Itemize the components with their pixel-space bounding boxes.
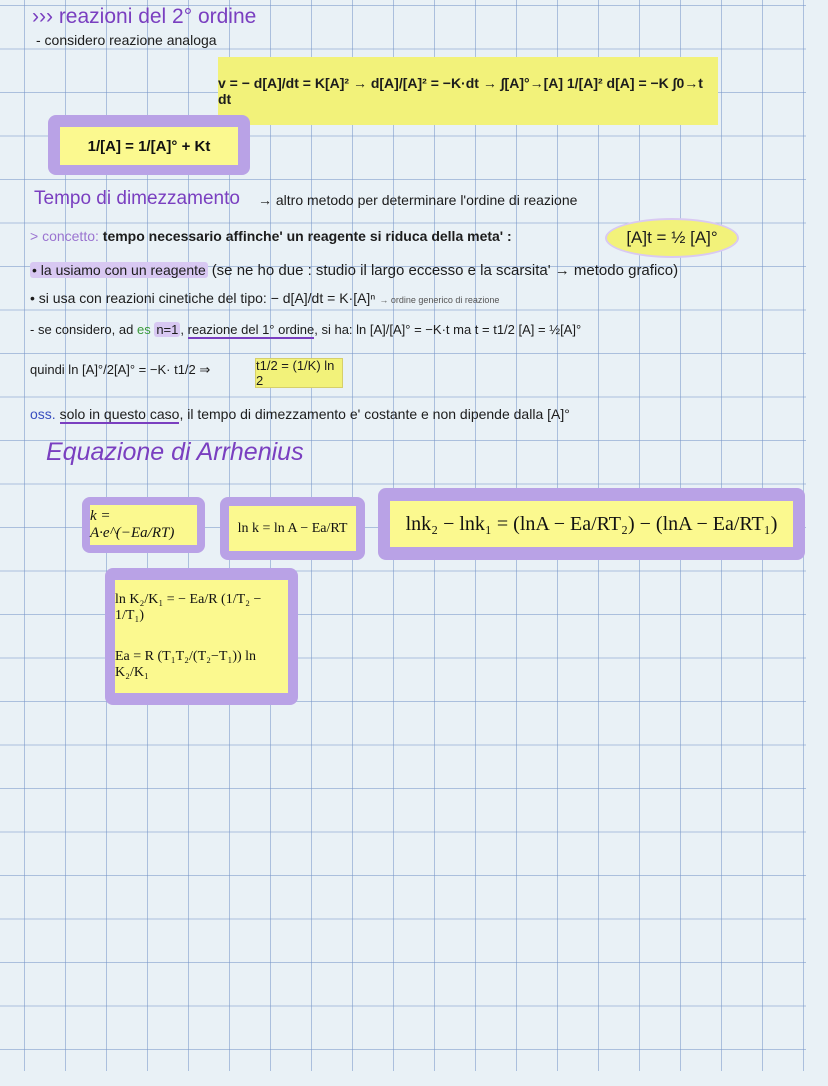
concept-formula-ellipse: [605, 218, 739, 258]
line3-start: - se considero, ad: [30, 322, 134, 337]
integrated-law-box: [48, 115, 250, 175]
oss-label: oss.: [30, 406, 56, 422]
integrated-law: 1/[A] = 1/[A]° + Kt: [60, 127, 238, 165]
bullet2: • si usa con reazioni cinetiche del tipo: − d[A]/dt = K·[A]ⁿ: [30, 290, 376, 306]
oss-text: , il tempo di dimezzamento e' costante e non dipende dalla [A]°: [179, 406, 570, 422]
formula45-inner: [115, 580, 288, 693]
subtitle: - considero reazione analoga: [36, 32, 217, 48]
concept-text: tempo necessario affinche' un reagente si riduca della meta' :: [102, 228, 512, 244]
formula1: k = A·e^(−Ea/RT): [90, 505, 197, 545]
concept-formula: [A]t = ½ [A]°: [626, 228, 718, 247]
formula1-box: [82, 497, 205, 553]
bullet2-note: → ordine generico di reazione: [379, 295, 500, 305]
concept-label: > concetto:: [30, 228, 99, 244]
formula3: lnk₂ − lnk₁ = (lnA − Ea/RT₂) − (lnA − Ea/RT₁): [390, 501, 793, 547]
bullet1-marked: • la usiamo con un reagente: [32, 262, 206, 278]
oss-underlined: solo in questo caso: [59, 406, 180, 422]
formula2: ln k = ln A − Ea/RT: [229, 506, 356, 551]
formula5: Ea = R (T₁T₂/(T₂−T₁)) ln K₂/K₁: [115, 648, 257, 680]
formula45-box: [105, 568, 298, 705]
rate-equation-box: [218, 57, 718, 125]
formula2-box: [220, 497, 365, 560]
formula4: ln K₂/K₁ = − Ea/R (1/T₂ − 1/T₁): [115, 592, 262, 624]
rate-equation: v = − d[A]/dt = K[A]² → d[A]/[A]² = −K·dt → ∫[A]°→[A] 1/[A]² d[A] = −K ∫0→t dt: [218, 75, 703, 107]
half-life-note: → altro metodo per determinare l'ordine di reazione: [258, 192, 578, 208]
section-title-half-life: Tempo di dimezzamento: [34, 188, 240, 209]
half-life-box: [255, 358, 343, 388]
section-title-arrhenius: Equazione di Arrhenius: [46, 438, 304, 466]
formula3-box: [378, 488, 805, 560]
line3-end: , si ha: ln [A]/[A]° = −K·t ma t = t1/2 [A] = ½[A]°: [314, 322, 582, 337]
bullet1-note: (se ne ho due : studio il largo eccesso e la scarsita' → metodo grafico): [211, 262, 679, 279]
quindi-line: quindi ln [A]°/2[A]° = −K· t1/2 ⇒: [30, 362, 211, 377]
line3-es: es: [136, 322, 151, 337]
line3-first-order: reazione del 1° ordine: [187, 322, 315, 337]
half-life-formula: t1/2 = (1/K) ln 2: [256, 358, 335, 388]
section-title-second-order: ››› reazioni del 2° ordine: [32, 5, 257, 28]
line3-n: n=1: [156, 322, 179, 337]
